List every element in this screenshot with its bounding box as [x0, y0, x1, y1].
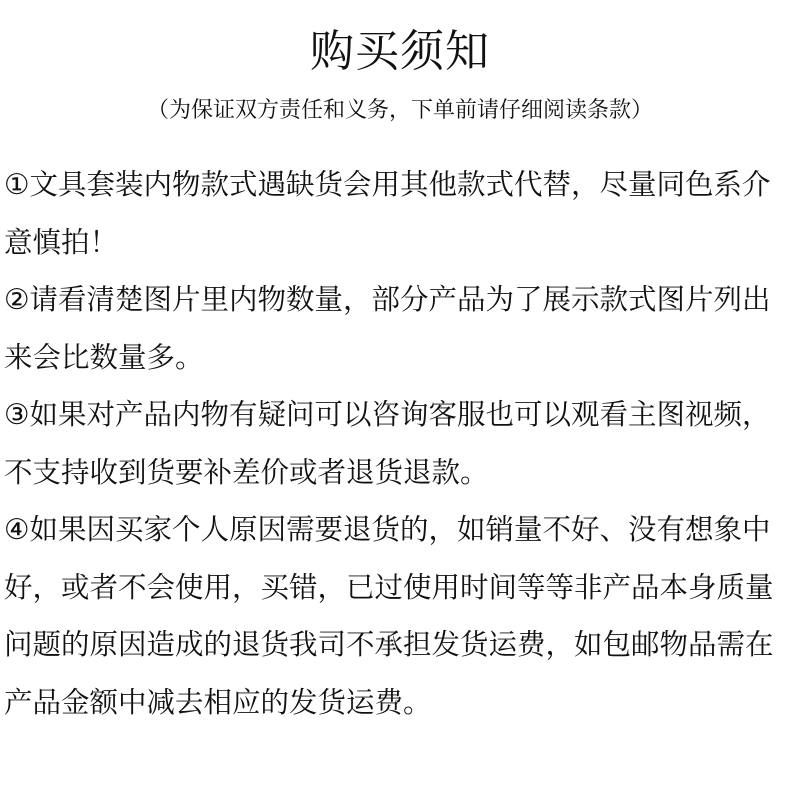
terms-list [4, 156, 796, 731]
term-item-3: ③如果对产品内物有疑问可以咨询客服也可以观看主图视频，不支持收到货要补差价或者退货退款。 [4, 398, 771, 489]
notice-title: 购买须知 [310, 26, 490, 77]
term-item-4: ④如果因买家个人原因需要退货的，如销量不好、没有想象中好，或者不会使用，买错，已过使用时间等等非产品本身质量问题的原因造成的退货我司不承担发货运费，如包邮物品需在产品金额中减去相应的发货运费。 [4, 513, 774, 719]
notice-subtitle: （为保证双方责任和义务，下单前请仔细阅读条款） [146, 98, 653, 123]
term-item-2: ②请看清楚图片里内物数量，部分产品为了展示款式图片列出来会比数量多。 [4, 283, 771, 374]
term-item-1: ①文具套装内物款式遇缺货会用其他款式代替，尽量同色系介意慎拍！ [4, 168, 771, 259]
